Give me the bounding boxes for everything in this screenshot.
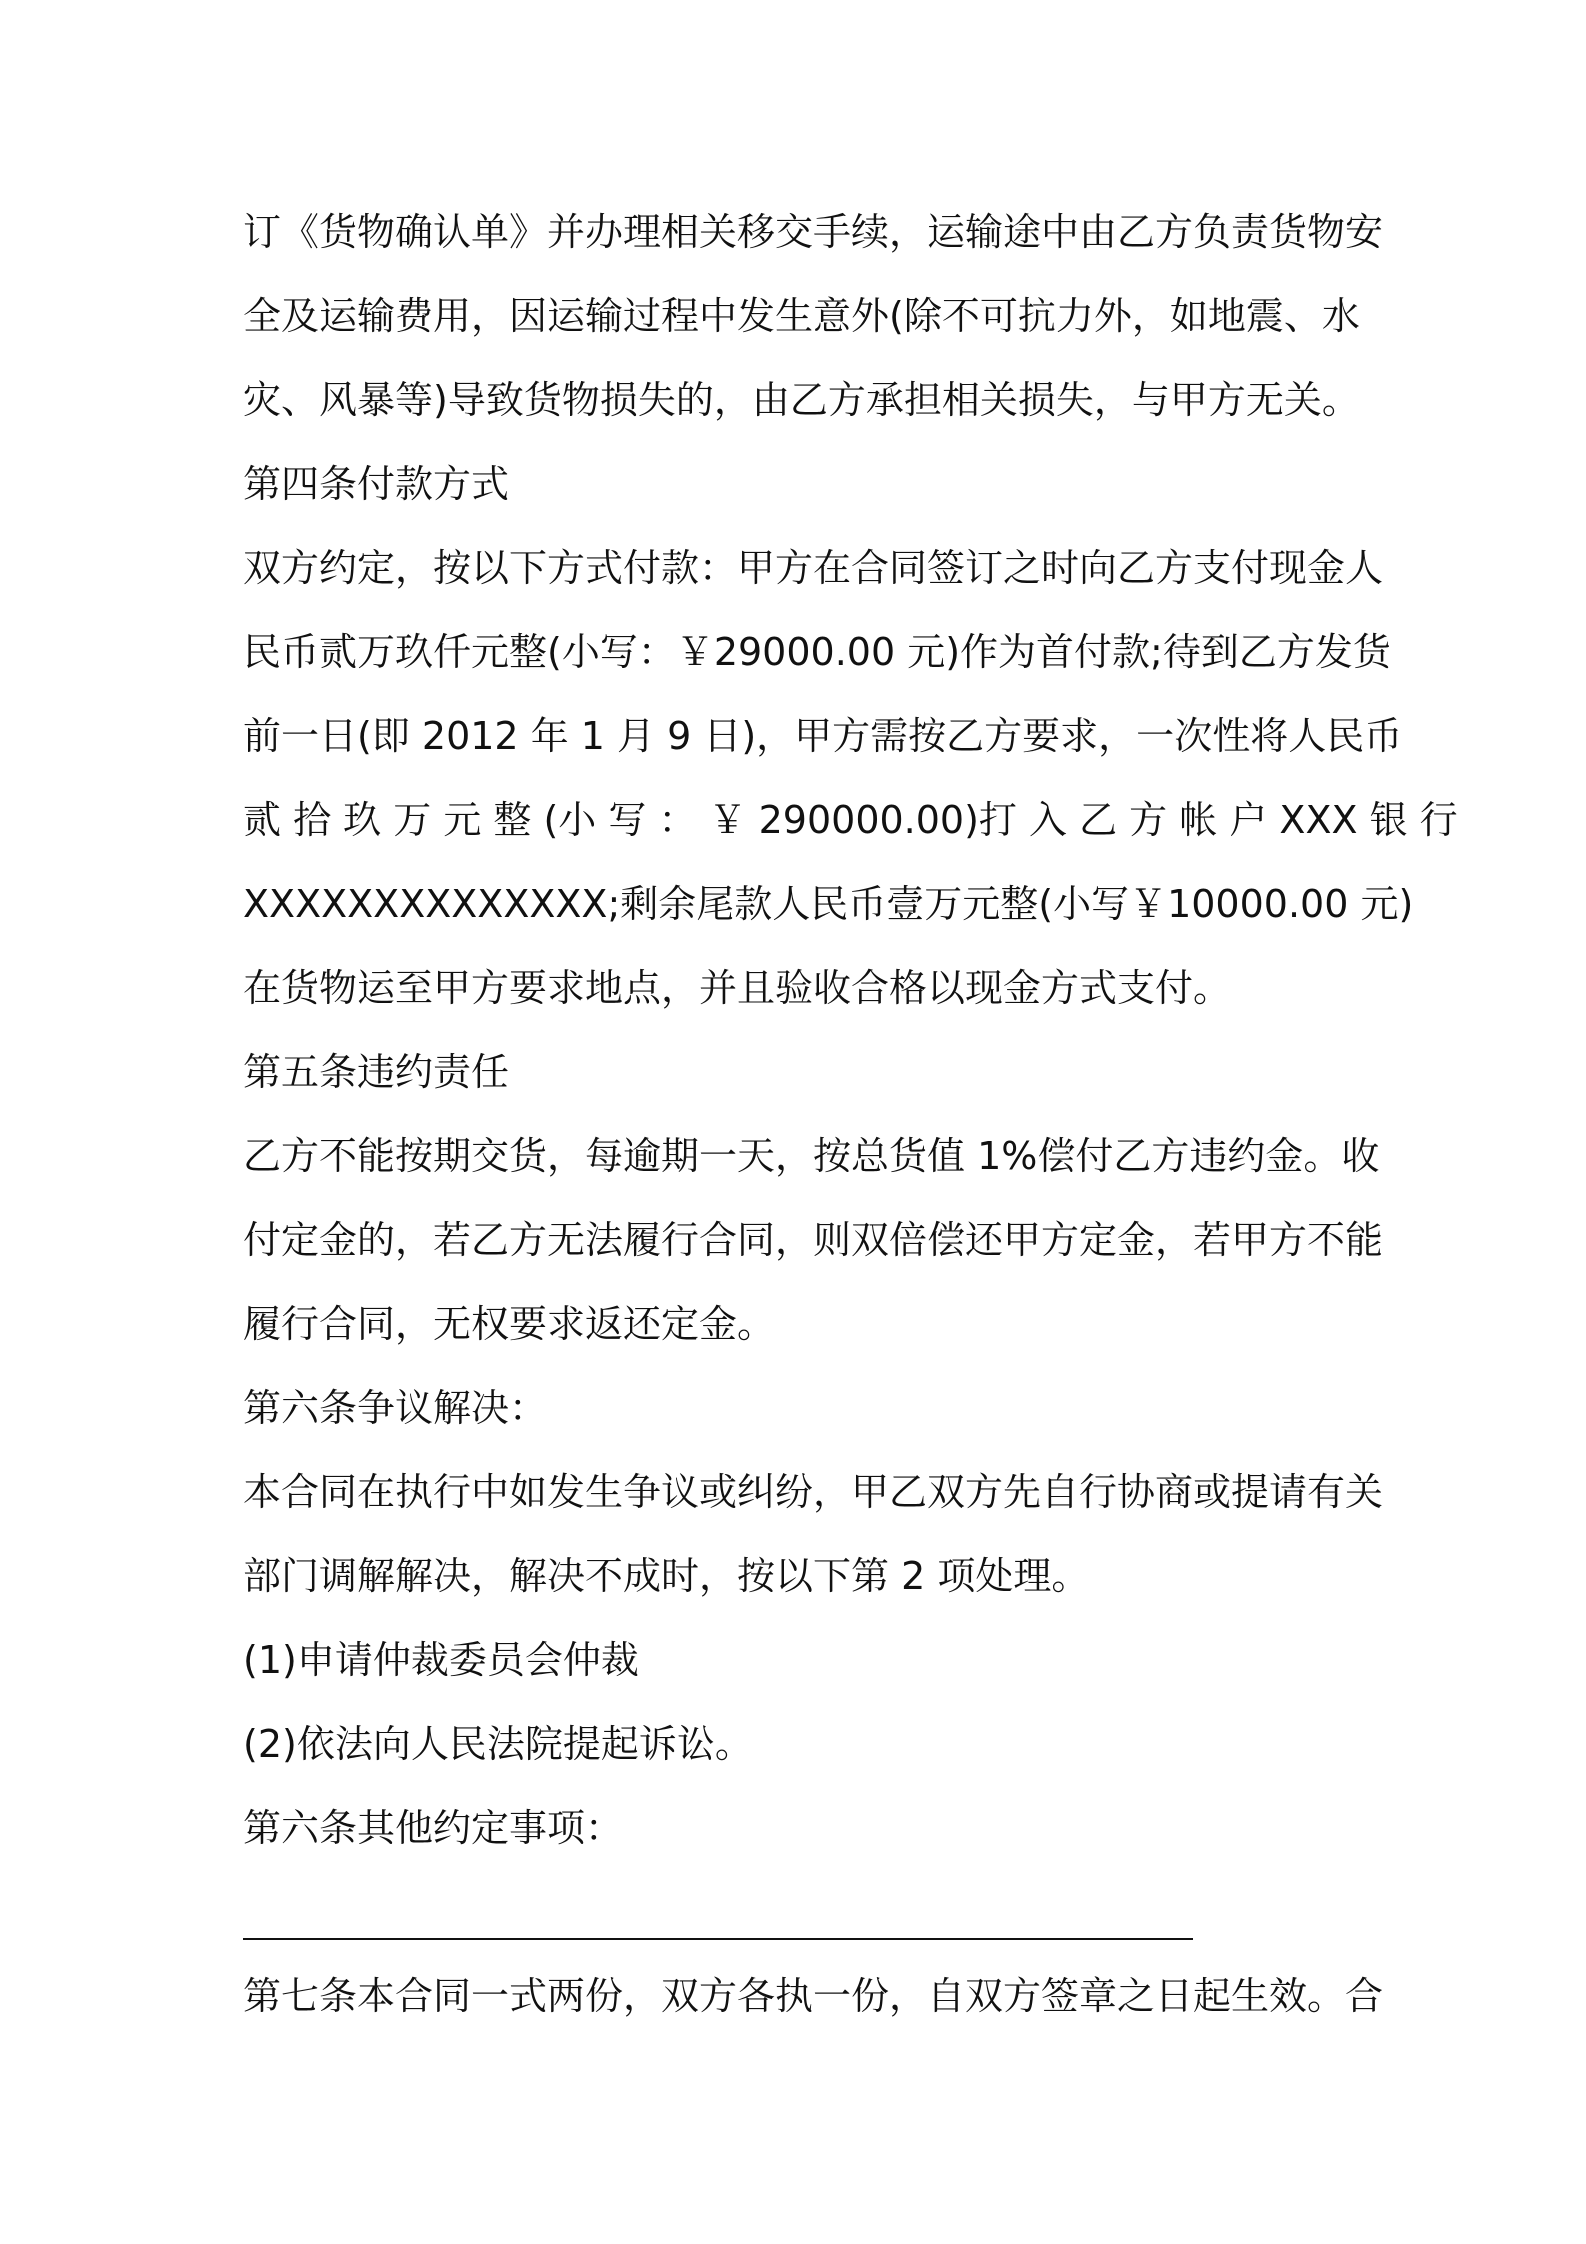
text-line-6: 民币贰万玖仟元整(小写：￥29000.00 元)作为首付款;待到乙方发货 (243, 630, 1391, 674)
text-line-3: 灾、风暴等)导致货物损失的，由乙方承担相关损失，与甲方无关。 (243, 378, 1360, 422)
text-line-12: 乙方不能按期交货，每逾期一天，按总货值 1%偿付乙方违约金。收 (243, 1134, 1380, 1178)
text-line-14: 履行合同，无权要求返还定金。 (243, 1302, 776, 1346)
text-line-2: 全及运输费用，因运输过程中发生意外(除不可抗力外，如地震、水 (243, 294, 1360, 338)
text-line-13: 付定金的，若乙方无法履行合同，则双倍偿还甲方定金，若甲方不能 (243, 1218, 1384, 1262)
text-line-5: 双方约定，按以下方式付款：甲方在合同签订之时向乙方支付现金人 (243, 546, 1384, 590)
fill-in-blank-line (243, 1870, 1355, 1954)
text-line-9: XXXXXXXXXXXXXX;剩余尾款人民币壹万元整(小写￥10000.00 元) (243, 882, 1414, 926)
text-line-1: 订《货物确认单》并办理相关移交手续，运输途中由乙方负责货物安 (243, 210, 1384, 254)
section-heading-payment: 第四条付款方式 (243, 462, 510, 506)
text-line-8: 贰 拾 玖 万 元 整 (小 写 ： ￥ 290000.00)打 入 乙 方 帐 户 XXX 银 行 (243, 798, 1458, 842)
text-line-17: 部门调解解决，解决不成时，按以下第 2 项处理。 (243, 1554, 1090, 1598)
text-line-16: 本合同在执行中如发生争议或纠纷，甲乙双方先自行协商或提请有关 (243, 1470, 1384, 1514)
list-item-arbitration: (1)申请仲裁委员会仲裁 (243, 1638, 639, 1682)
section-heading-other-matters: 第六条其他约定事项： (243, 1806, 624, 1850)
section-heading-dispute: 第六条争议解决： (243, 1386, 548, 1430)
section-heading-liability: 第五条违约责任 (243, 1050, 510, 1094)
blank-underline (243, 1938, 1193, 1940)
list-item-litigation: (2)依法向人民法院提起诉讼。 (243, 1722, 753, 1766)
text-line-21: 第七条本合同一式两份，双方各执一份，自双方签章之日起生效。合 (243, 1974, 1384, 2018)
text-line-7: 前一日(即 2012 年 1 月 9 日)，甲方需按乙方要求，一次性将人民币 (243, 714, 1403, 758)
text-line-10: 在货物运至甲方要求地点，并且验收合格以现金方式支付。 (243, 966, 1232, 1010)
document-page (243, 190, 1458, 2038)
